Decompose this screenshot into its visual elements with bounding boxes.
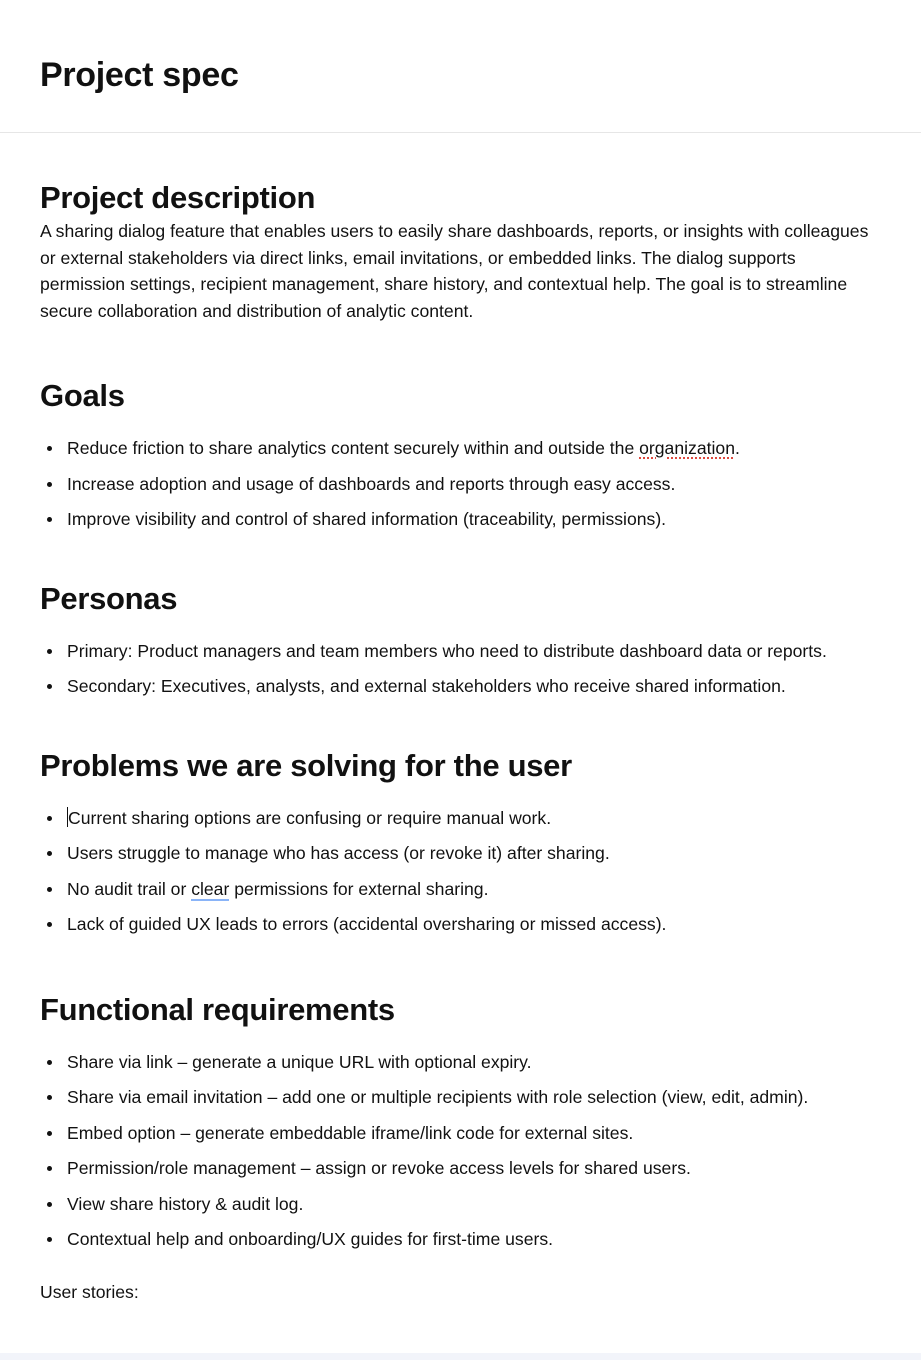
- problems-item[interactable]: Lack of guided UX leads to errors (accidental oversharing or missed access).: [40, 911, 885, 947]
- functional-requirements-item[interactable]: Share via email invitation – add one or multiple recipients with role selection (view, edit, admin).: [40, 1084, 885, 1120]
- goals-item[interactable]: Improve visibility and control of shared information (traceability, permissions).: [40, 506, 885, 542]
- document-title[interactable]: Project spec: [40, 56, 239, 94]
- spellcheck-flagged-word[interactable]: organization: [639, 438, 735, 458]
- functional-requirements-item[interactable]: View share history & audit log.: [40, 1191, 885, 1227]
- personas-heading[interactable]: Personas: [40, 580, 178, 616]
- functional-requirements-list: [40, 1049, 885, 1262]
- functional-requirements-heading[interactable]: Functional requirements: [40, 991, 395, 1027]
- document-header: [0, 0, 921, 133]
- grammar-suggestion-word[interactable]: clear: [191, 878, 230, 899]
- functional-requirements-item[interactable]: Embed option – generate embeddable iframe/link code for external sites.: [40, 1120, 885, 1156]
- project-description-text[interactable]: A sharing dialog feature that enables users to easily share dashboards, reports, or insights with colleagues or external stakeholders via direct links, email invitations, or embedded links. The dialog supports permission settings, recipient management, share history, and contextual help. The goal is to streamline secure collaboration and distribution of analytic content.: [40, 221, 869, 321]
- problems-heading[interactable]: Problems we are solving for the user: [40, 747, 572, 783]
- goals-item[interactable]: Increase adoption and usage of dashboards and reports through easy access.: [40, 471, 885, 507]
- goals-heading[interactable]: Goals: [40, 378, 125, 413]
- user-stories-label[interactable]: User stories:: [40, 1281, 139, 1302]
- functional-requirements-item[interactable]: Permission/role management – assign or revoke access levels for shared users.: [40, 1155, 885, 1191]
- document-body[interactable]: [40, 133, 885, 1322]
- functional-requirements-item[interactable]: Contextual help and onboarding/UX guides for first-time users.: [40, 1226, 885, 1262]
- goals-list: [40, 435, 885, 542]
- functional-requirements-item[interactable]: Share via link – generate a unique URL with optional expiry.: [40, 1049, 885, 1085]
- personas-item[interactable]: Primary: Product managers and team members who need to distribute dashboard data or reports.: [40, 638, 885, 674]
- problems-item[interactable]: No audit trail or clear permissions for external sharing.: [40, 876, 885, 912]
- personas-list: [40, 638, 885, 709]
- goals-item[interactable]: Reduce friction to share analytics content securely within and outside the organization.: [40, 435, 885, 471]
- personas-item[interactable]: Secondary: Executives, analysts, and external stakeholders who receive shared information.: [40, 673, 885, 709]
- problems-list: [40, 805, 885, 947]
- project-description-heading[interactable]: Project description: [40, 180, 316, 215]
- problems-item[interactable]: Current sharing options are confusing or require manual work.: [40, 805, 885, 841]
- bottom-panel-edge: [0, 1353, 921, 1360]
- problems-item[interactable]: Users struggle to manage who has access (or revoke it) after sharing.: [40, 840, 885, 876]
